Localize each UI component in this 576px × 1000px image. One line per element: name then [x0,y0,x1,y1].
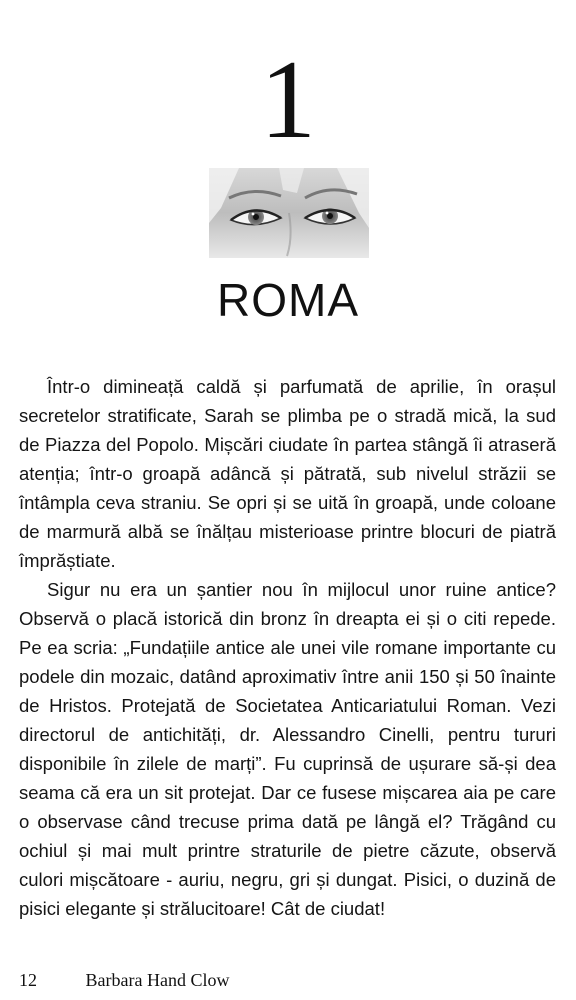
page-number: 12 [19,970,37,990]
chapter-title: ROMA [217,274,359,326]
paragraph: Într-o dimineață caldă și parfumată de aprilie, în orașul secretelor stratificate, Sarah se plimba pe o stradă mică, la sud de Piazza del Popolo. Mișcări ciudate în partea stângă îi atraseră atenția; într-o groapă adâncă și pătrată, sub nivelul străzii se întâmpla ceva straniu. Se opri și se uită în groapă, unde coloane de marmură albă se înălțau misterioase printre blocuri de piatră împrăștiate. [19,376,556,571]
eyes-illustration-icon [209,168,369,258]
running-head-author: Barbara Hand Clow [85,970,230,990]
chapter-body [19,372,556,923]
paragraph: Sigur nu era un șantier nou în mijlocul unor ruine antice? Observă o placă istorică din bronz în dreapta ei și o citi repede. Pe ea scria: „Fundațiile antice ale unei vile romane importante cu podele din mozaic, datând aproximativ între anii 150 și 50 înainte de Hristos. Protejată de Societatea Anticariatului Roman. Vezi directorul de antichități, dr. Alessandro Cinelli, pentru tururi disponibile în zilele de marți”. Fu cuprinsă de ușurare să-și dea seama că era un sit protejat. Dar ce fusese mișcarea aia pe care o observase când trecuse prima dată pe lângă el? Trăgând cu ochiul și mai mult printre straturile de pietre căzute, observă culori mișcătoare - auriu, negru, gri și dungat. Pisici, o duzină de pisici elegante și strălucitoare! Cât de ciudat! [19,579,556,919]
page-footer [19,968,559,992]
chapter-number: 1 [260,38,316,162]
